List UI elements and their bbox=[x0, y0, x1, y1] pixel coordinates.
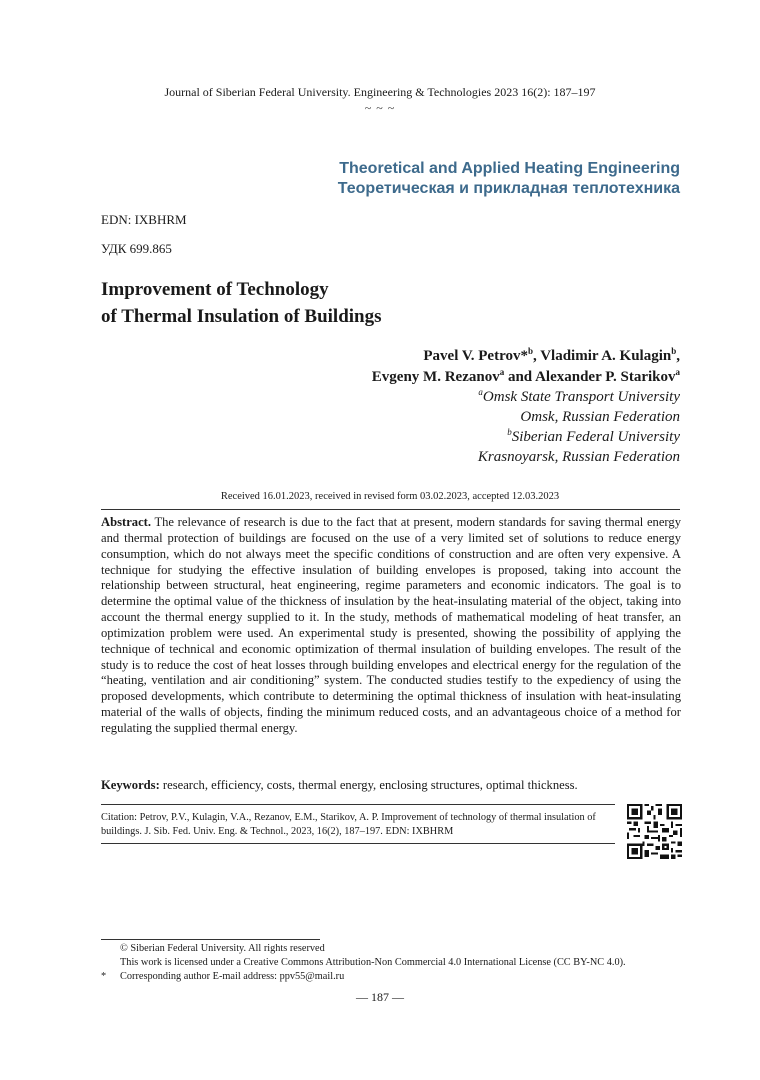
keywords-text: research, efficiency, costs, thermal energy, enclosing structures, optimal thickness. bbox=[159, 778, 578, 792]
copyright-notice: © Siberian Federal University. All rights reserved bbox=[120, 943, 325, 954]
author-sup: b bbox=[671, 346, 677, 356]
author-starikov: Alexander P. Starikov bbox=[535, 369, 676, 385]
section-title-en: Theoretical and Applied Heating Engineering bbox=[339, 160, 680, 177]
footnote-divider bbox=[101, 939, 320, 940]
author-sup: b bbox=[527, 346, 533, 356]
author-kulagin: Vladimir A. Kulagin bbox=[540, 348, 672, 364]
license-notice: This work is licensed under a Creative Commons Attribution-Non Commercial 4.0 International License (CC BY-NC 4.0). bbox=[120, 957, 626, 968]
section-title-ru: Теоретическая и прикладная теплотехника bbox=[337, 180, 680, 197]
author-line-1: Pavel V. Petrov*$^b$, Vladimir A. Kulagin$^b$, bbox=[423, 346, 680, 364]
author-line-2: Evgeny M. Rezanov$^a$ and Alexander P. Starikov$^a$ bbox=[371, 367, 680, 385]
divider bbox=[101, 509, 680, 510]
abstract-label: Abstract. bbox=[101, 515, 152, 529]
author-petrov: Pavel V. Petrov* bbox=[423, 348, 528, 364]
keywords-label: Keywords: bbox=[101, 778, 160, 792]
author-rezanov: Evgeny M. Rezanov bbox=[371, 369, 500, 385]
header-ornament: ~ ~ ~ bbox=[364, 101, 396, 115]
affiliation-2: $^b$Siberian Federal University bbox=[507, 427, 680, 445]
received-dates: Received 16.01.2023, received in revised form 03.02.2023, accepted 12.03.2023 bbox=[220, 491, 560, 502]
author-sup: a bbox=[499, 367, 505, 377]
keywords bbox=[101, 777, 681, 793]
corresponding-author: * Corresponding author E-mail address: ppv55@mail.ru bbox=[101, 971, 345, 982]
affiliations bbox=[478, 387, 680, 467]
edn-id: EDN: IXBHRM bbox=[101, 212, 187, 227]
title-line-2: of Thermal Insulation of Buildings bbox=[101, 306, 382, 327]
journal-header: Journal of Siberian Federal University. Engineering & Technologies 2023 16(2): 187–197 bbox=[164, 85, 596, 99]
divider bbox=[101, 843, 615, 844]
citation: Citation: Petrov, P.V., Kulagin, V.A., Rezanov, E.M., Starikov, A. P. Improvement of technology of thermal insulation of buildings. J. Sib. Fed. Univ. Eng. & Technol., 2023, 16(2), 187–197. EDN: IXBHRM bbox=[101, 812, 596, 837]
footnote-mark: * bbox=[101, 971, 107, 982]
paper-title bbox=[101, 276, 382, 330]
divider bbox=[101, 804, 615, 805]
affiliation-1: $^a$Omsk State Transport University bbox=[478, 387, 680, 405]
qr-code-icon bbox=[627, 804, 682, 859]
page-number: — 187 — bbox=[356, 990, 404, 1004]
affiliation-1-location: Omsk, Russian Federation bbox=[520, 409, 680, 425]
author-sup: a bbox=[675, 367, 680, 377]
title-line-1: Improvement of Technology bbox=[101, 279, 329, 300]
udk-id: УДК 699.865 bbox=[101, 241, 172, 256]
affiliation-2-location: Krasnoyarsk, Russian Federation bbox=[477, 449, 680, 465]
abstract bbox=[101, 515, 681, 737]
abstract-text: The relevance of research is due to the fact that at present, modern standards for saving thermal energy and thermal protection of buildings are focused on the use of a very limited set of solutions to reduce energy consumption, which do not always meet the specific conditions of construction and are often very expensive. A technique for studying the effective insulation of building envelopes is proposed, taking into account the relationship between structural, heat engineering, regime parameters and economic indicators. The goal is to determine the optimal value of the thickness of insulation by the heat-insulating material of the object, taking into account the thermal energy supplied to it. In the study, methods of mathematical modeling of heat transfer, an optimization problem were used. An experimental study is presented, showing the possibility of applying the technique of technical and economic optimization of thermal insulation of building envelopes. The result of the study is to reduce the cost of heat losses through building envelopes and electrical energy for the regulation of the “heating, ventilation and air conditioning” system. The conducted studies testify to the expediency of using the proposed developments, which contribute to determining the optimal thickness of insulation with heat-insulating material of the walls of objects, finding the minimum reduced costs, and an advantageous choice of a method for regulating the supplied thermal energy. bbox=[101, 515, 681, 735]
author-list bbox=[372, 346, 680, 388]
